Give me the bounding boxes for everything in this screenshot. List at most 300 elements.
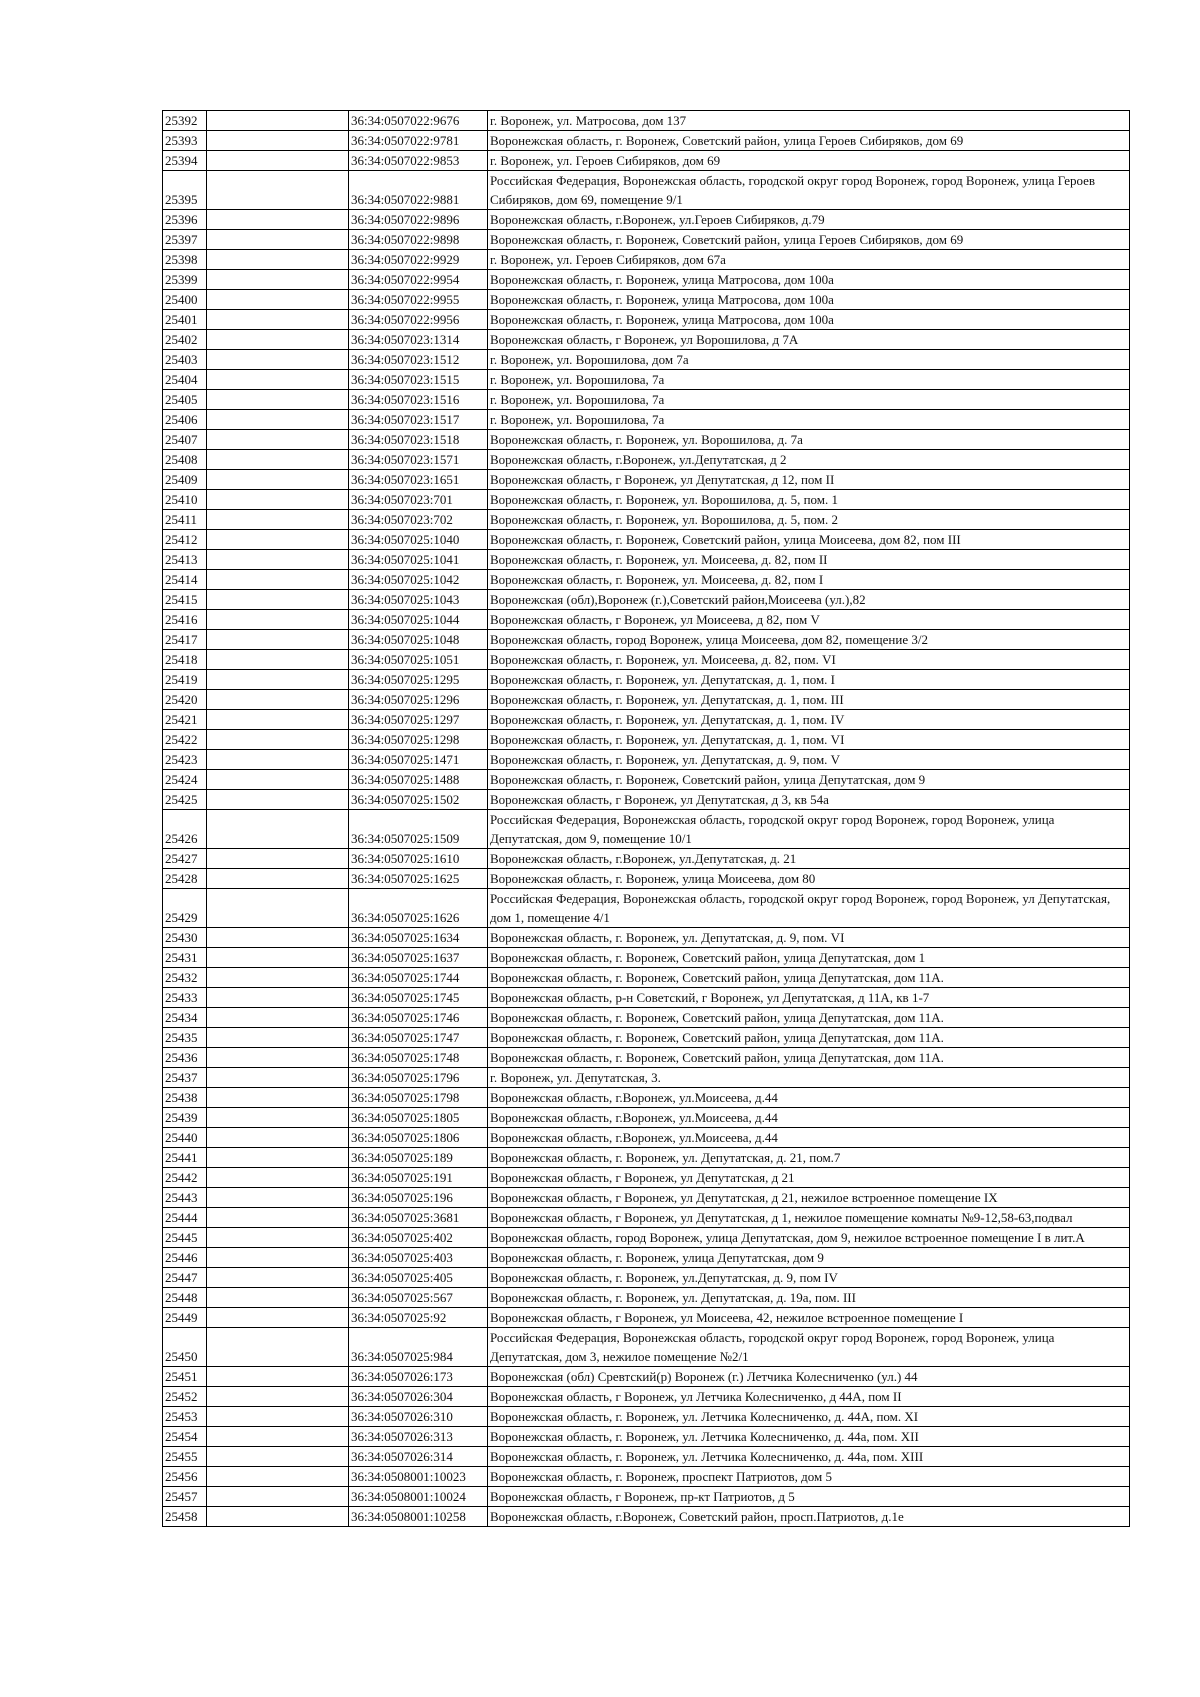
empty-cell <box>207 948 349 968</box>
address-cell: Воронежская область, г. Воронеж, ул. Моисеева, д. 82, пом. VI <box>488 650 1130 670</box>
empty-cell <box>207 1387 349 1407</box>
cadastral-number-cell: 36:34:0507026:173 <box>349 1367 488 1387</box>
empty-cell <box>207 1028 349 1048</box>
cadastral-number-cell: 36:34:0507023:1517 <box>349 410 488 430</box>
table-row <box>163 1088 1130 1108</box>
address-cell: г. Воронеж, ул. Ворошилова, 7а <box>488 410 1130 430</box>
empty-cell <box>207 1467 349 1487</box>
row-number-cell: 25428 <box>163 869 207 889</box>
row-number-cell: 25409 <box>163 470 207 490</box>
address-cell: Воронежская область, г. Воронеж, ул. Летчика Колесниченко, д. 44а, пом. XII <box>488 1427 1130 1447</box>
cadastral-number-cell: 36:34:0507025:1625 <box>349 869 488 889</box>
row-number-cell: 25418 <box>163 650 207 670</box>
address-cell: Воронежская область, р-н Советский, г Воронеж, ул Депутатская, д 11А, кв 1-7 <box>488 988 1130 1008</box>
address-cell: Воронежская область, г Воронеж, ул Депутатская, д 12, пом II <box>488 470 1130 490</box>
row-number-cell: 25447 <box>163 1268 207 1288</box>
cadastral-number-cell: 36:34:0507025:1051 <box>349 650 488 670</box>
table-row <box>163 1168 1130 1188</box>
cadastral-number-cell: 36:34:0507023:1516 <box>349 390 488 410</box>
cadastral-number-cell: 36:34:0507025:1509 <box>349 810 488 849</box>
cadastral-number-cell: 36:34:0507025:1488 <box>349 770 488 790</box>
table-row <box>163 171 1130 210</box>
empty-cell <box>207 1088 349 1108</box>
row-number-cell: 25453 <box>163 1407 207 1427</box>
cadastral-number-cell: 36:34:0507023:1518 <box>349 430 488 450</box>
row-number-cell: 25416 <box>163 610 207 630</box>
empty-cell <box>207 171 349 210</box>
empty-cell <box>207 670 349 690</box>
cadastral-number-cell: 36:34:0507022:9676 <box>349 111 488 131</box>
empty-cell <box>207 1427 349 1447</box>
cadastral-number-cell: 36:34:0507025:3681 <box>349 1208 488 1228</box>
cadastral-number-cell: 36:34:0507025:1297 <box>349 710 488 730</box>
table-row <box>163 1328 1130 1367</box>
table-row <box>163 450 1130 470</box>
cadastral-number-cell: 36:34:0507025:1746 <box>349 1008 488 1028</box>
address-cell: Воронежская область, г. Воронеж, улица Матросова, дом 100а <box>488 290 1130 310</box>
row-number-cell: 25445 <box>163 1228 207 1248</box>
row-number-cell: 25396 <box>163 210 207 230</box>
table-row <box>163 1507 1130 1527</box>
cadastral-number-cell: 36:34:0507025:1748 <box>349 1048 488 1068</box>
address-cell: Воронежская область, г Воронеж, ул Моисеева, 42, нежилое встроенное помещение I <box>488 1308 1130 1328</box>
row-number-cell: 25411 <box>163 510 207 530</box>
row-number-cell: 25397 <box>163 230 207 250</box>
cadastral-number-cell: 36:34:0507023:1512 <box>349 350 488 370</box>
table-row <box>163 1487 1130 1507</box>
empty-cell <box>207 630 349 650</box>
table-row <box>163 1048 1130 1068</box>
empty-cell <box>207 690 349 710</box>
table-row <box>163 350 1130 370</box>
row-number-cell: 25457 <box>163 1487 207 1507</box>
row-number-cell: 25403 <box>163 350 207 370</box>
cadastral-number-cell: 36:34:0507025:1747 <box>349 1028 488 1048</box>
table-row <box>163 590 1130 610</box>
row-number-cell: 25420 <box>163 690 207 710</box>
address-cell: Воронежская область, город Воронеж, улица Моисеева, дом 82, помещение 3/2 <box>488 630 1130 650</box>
cadastral-number-cell: 36:34:0507025:1637 <box>349 948 488 968</box>
table-row <box>163 230 1130 250</box>
table-row <box>163 928 1130 948</box>
table-row <box>163 650 1130 670</box>
cadastral-number-cell: 36:34:0507025:92 <box>349 1308 488 1328</box>
cadastral-number-cell: 36:34:0507022:9954 <box>349 270 488 290</box>
empty-cell <box>207 550 349 570</box>
table-row <box>163 1068 1130 1088</box>
cadastral-number-cell: 36:34:0507023:1314 <box>349 330 488 350</box>
empty-cell <box>207 650 349 670</box>
table-row <box>163 1028 1130 1048</box>
row-number-cell: 25425 <box>163 790 207 810</box>
empty-cell <box>207 1228 349 1248</box>
empty-cell <box>207 889 349 928</box>
table-row <box>163 290 1130 310</box>
address-cell: Воронежская область, г.Воронеж, ул.Депутатская, д. 21 <box>488 849 1130 869</box>
cadastral-number-cell: 36:34:0507023:1651 <box>349 470 488 490</box>
address-cell: Воронежская область, г. Воронеж, ул. Депутатская, д. 9, пом. V <box>488 750 1130 770</box>
cadastral-number-cell: 36:34:0507025:1044 <box>349 610 488 630</box>
table-row <box>163 790 1130 810</box>
table-row <box>163 1108 1130 1128</box>
empty-cell <box>207 290 349 310</box>
row-number-cell: 25423 <box>163 750 207 770</box>
address-cell: Воронежская область, г. Воронеж, Советский район, улица Героев Сибиряков, дом 69 <box>488 131 1130 151</box>
address-cell: Воронежская область, г Воронеж, ул Депутатская, д 3, кв 54а <box>488 790 1130 810</box>
empty-cell <box>207 1447 349 1467</box>
table-row <box>163 550 1130 570</box>
address-cell: Воронежская область, г. Воронеж, улица Матросова, дом 100а <box>488 270 1130 290</box>
address-cell: Воронежская область, г. Воронеж, ул. Депутатская, д. 1, пом. I <box>488 670 1130 690</box>
row-number-cell: 25424 <box>163 770 207 790</box>
table-row <box>163 889 1130 928</box>
row-number-cell: 25455 <box>163 1447 207 1467</box>
table-row <box>163 1228 1130 1248</box>
empty-cell <box>207 869 349 889</box>
empty-cell <box>207 1268 349 1288</box>
cadastral-number-cell: 36:34:0507025:191 <box>349 1168 488 1188</box>
address-cell: Воронежская область, г. Воронеж, ул. Депутатская, д. 21, пом.7 <box>488 1148 1130 1168</box>
empty-cell <box>207 1308 349 1328</box>
address-cell: г. Воронеж, ул. Матросова, дом 137 <box>488 111 1130 131</box>
address-cell: Воронежская область, г. Воронеж, улица Депутатская, дом 9 <box>488 1248 1130 1268</box>
address-cell: Российская Федерация, Воронежская область, городской округ город Воронеж, город Воронеж, ул Депутатская, дом 1, помещение 4/1 <box>488 889 1130 928</box>
cadastral-number-cell: 36:34:0507025:1634 <box>349 928 488 948</box>
cadastral-number-cell: 36:34:0507022:9896 <box>349 210 488 230</box>
address-cell: Воронежская область, г.Воронеж, ул.Моисеева, д.44 <box>488 1088 1130 1108</box>
table-row <box>163 1427 1130 1447</box>
empty-cell <box>207 1507 349 1527</box>
address-cell: Воронежская область, г.Воронеж, Советский район, просп.Патриотов, д.1е <box>488 1507 1130 1527</box>
row-number-cell: 25419 <box>163 670 207 690</box>
empty-cell <box>207 151 349 171</box>
address-cell: г. Воронеж, ул. Героев Сибиряков, дом 67а <box>488 250 1130 270</box>
cadastral-number-cell: 36:34:0507025:1048 <box>349 630 488 650</box>
row-number-cell: 25443 <box>163 1188 207 1208</box>
cadastral-number-cell: 36:34:0507022:9898 <box>349 230 488 250</box>
cadastral-number-cell: 36:34:0507023:702 <box>349 510 488 530</box>
cadastral-number-cell: 36:34:0507025:1298 <box>349 730 488 750</box>
cadastral-number-cell: 36:34:0507025:567 <box>349 1288 488 1308</box>
empty-cell <box>207 1148 349 1168</box>
address-cell: Воронежская область, г Воронеж, ул Депутатская, д 21, нежилое встроенное помещение IX <box>488 1188 1130 1208</box>
row-number-cell: 25412 <box>163 530 207 550</box>
cadastral-number-cell: 36:34:0507025:403 <box>349 1248 488 1268</box>
empty-cell <box>207 1068 349 1088</box>
row-number-cell: 25431 <box>163 948 207 968</box>
empty-cell <box>207 450 349 470</box>
empty-cell <box>207 210 349 230</box>
address-cell: Воронежская область, г Воронеж, ул Депутатская, д 1, нежилое помещение комнаты №9-12,58-63,подвал <box>488 1208 1130 1228</box>
row-number-cell: 25408 <box>163 450 207 470</box>
empty-cell <box>207 490 349 510</box>
empty-cell <box>207 370 349 390</box>
empty-cell <box>207 430 349 450</box>
table-row <box>163 470 1130 490</box>
row-number-cell: 25449 <box>163 1308 207 1328</box>
address-cell: Воронежская область, г Воронеж, ул Летчика Колесниченко, д 44А, пом II <box>488 1387 1130 1407</box>
row-number-cell: 25440 <box>163 1128 207 1148</box>
cadastral-number-cell: 36:34:0507025:1296 <box>349 690 488 710</box>
cadastral-number-cell: 36:34:0507025:405 <box>349 1268 488 1288</box>
address-cell: Воронежская (обл) Сревтский(р) Воронеж (г.) Летчика Колесниченко (ул.) 44 <box>488 1367 1130 1387</box>
cadastral-number-cell: 36:34:0508001:10024 <box>349 1487 488 1507</box>
row-number-cell: 25422 <box>163 730 207 750</box>
row-number-cell: 25400 <box>163 290 207 310</box>
empty-cell <box>207 750 349 770</box>
table-row <box>163 948 1130 968</box>
empty-cell <box>207 1208 349 1228</box>
cadastral-number-cell: 36:34:0507026:314 <box>349 1447 488 1467</box>
table-row <box>163 530 1130 550</box>
cadastral-number-cell: 36:34:0507025:1626 <box>349 889 488 928</box>
empty-cell <box>207 1487 349 1507</box>
table-row <box>163 610 1130 630</box>
row-number-cell: 25439 <box>163 1108 207 1128</box>
address-cell: Воронежская (обл),Воронеж (г.),Советский район,Моисеева (ул.),82 <box>488 590 1130 610</box>
table-row <box>163 810 1130 849</box>
address-cell: г. Воронеж, ул. Героев Сибиряков, дом 69 <box>488 151 1130 171</box>
row-number-cell: 25413 <box>163 550 207 570</box>
table-row <box>163 1308 1130 1328</box>
address-cell: г. Воронеж, ул. Ворошилова, дом 7а <box>488 350 1130 370</box>
address-cell: Воронежская область, г. Воронеж, ул. Летчика Колесниченко, д. 44А, пом. XI <box>488 1407 1130 1427</box>
cadastral-number-cell: 36:34:0507025:1745 <box>349 988 488 1008</box>
empty-cell <box>207 1288 349 1308</box>
cadastral-number-cell: 36:34:0507025:1471 <box>349 750 488 770</box>
address-cell: Воронежская область, г Воронеж, ул Моисеева, д 82, пом V <box>488 610 1130 630</box>
row-number-cell: 25450 <box>163 1328 207 1367</box>
empty-cell <box>207 968 349 988</box>
cadastral-number-cell: 36:34:0507025:189 <box>349 1148 488 1168</box>
cadastral-number-cell: 36:34:0507023:1515 <box>349 370 488 390</box>
address-cell: Воронежская область, г. Воронеж, Советский район, улица Депутатская, дом 11А. <box>488 1008 1130 1028</box>
table-row <box>163 1407 1130 1427</box>
empty-cell <box>207 570 349 590</box>
address-cell: Воронежская область, г. Воронеж, ул. Моисеева, д. 82, пом II <box>488 550 1130 570</box>
table-row <box>163 111 1130 131</box>
table-row <box>163 1268 1130 1288</box>
row-number-cell: 25410 <box>163 490 207 510</box>
address-cell: Воронежская область, г. Воронеж, ул. Ворошилова, д. 7а <box>488 430 1130 450</box>
address-cell: Воронежская область, г. Воронеж, ул. Ворошилова, д. 5, пом. 2 <box>488 510 1130 530</box>
address-cell: Российская Федерация, Воронежская область, городской округ город Воронеж, город Воронеж, улица Депутатская, дом 9, помещение 10/1 <box>488 810 1130 849</box>
table-row <box>163 310 1130 330</box>
empty-cell <box>207 131 349 151</box>
table-row <box>163 1208 1130 1228</box>
table-row <box>163 1288 1130 1308</box>
empty-cell <box>207 1328 349 1367</box>
address-cell: Воронежская область, г. Воронеж, Советский район, улица Депутатская, дом 9 <box>488 770 1130 790</box>
empty-cell <box>207 988 349 1008</box>
address-cell: Российская Федерация, Воронежская область, городской округ город Воронеж, город Воронеж, улица Героев Сибиряков, дом 69, помещение 9/1 <box>488 171 1130 210</box>
address-cell: Воронежская область, г. Воронеж, ул. Моисеева, д. 82, пом I <box>488 570 1130 590</box>
row-number-cell: 25406 <box>163 410 207 430</box>
empty-cell <box>207 590 349 610</box>
table-row <box>163 510 1130 530</box>
row-number-cell: 25434 <box>163 1008 207 1028</box>
address-cell: Воронежская область, г Воронеж, ул Ворошилова, д 7А <box>488 330 1130 350</box>
empty-cell <box>207 928 349 948</box>
cadastral-number-cell: 36:34:0507022:9956 <box>349 310 488 330</box>
cadastral-number-cell: 36:34:0507025:1040 <box>349 530 488 550</box>
table-row <box>163 210 1130 230</box>
table-row <box>163 490 1130 510</box>
cadastral-number-cell: 36:34:0507022:9955 <box>349 290 488 310</box>
row-number-cell: 25393 <box>163 131 207 151</box>
cadastral-number-cell: 36:34:0507025:196 <box>349 1188 488 1208</box>
row-number-cell: 25414 <box>163 570 207 590</box>
row-number-cell: 25435 <box>163 1028 207 1048</box>
row-number-cell: 25404 <box>163 370 207 390</box>
row-number-cell: 25429 <box>163 889 207 928</box>
table-row <box>163 430 1130 450</box>
table-row <box>163 1008 1130 1028</box>
row-number-cell: 25442 <box>163 1168 207 1188</box>
address-cell: Воронежская область, г Воронеж, пр-кт Патриотов, д 5 <box>488 1487 1130 1507</box>
row-number-cell: 25399 <box>163 270 207 290</box>
address-cell: Воронежская область, город Воронеж, улица Депутатская, дом 9, нежилое встроенное помещение I в лит.А <box>488 1228 1130 1248</box>
table-row <box>163 1447 1130 1467</box>
empty-cell <box>207 350 349 370</box>
address-cell: Воронежская область, г.Воронеж, ул.Моисеева, д.44 <box>488 1128 1130 1148</box>
table-row <box>163 849 1130 869</box>
row-number-cell: 25421 <box>163 710 207 730</box>
row-number-cell: 25454 <box>163 1427 207 1447</box>
empty-cell <box>207 470 349 490</box>
cadastral-number-cell: 36:34:0507025:1805 <box>349 1108 488 1128</box>
empty-cell <box>207 310 349 330</box>
empty-cell <box>207 530 349 550</box>
row-number-cell: 25451 <box>163 1367 207 1387</box>
address-cell: Воронежская область, г. Воронеж, улица Матросова, дом 100а <box>488 310 1130 330</box>
table-row <box>163 131 1130 151</box>
table-row <box>163 390 1130 410</box>
table-row <box>163 988 1130 1008</box>
row-number-cell: 25430 <box>163 928 207 948</box>
cadastral-number-cell: 36:34:0508001:10258 <box>349 1507 488 1527</box>
row-number-cell: 25407 <box>163 430 207 450</box>
table-row <box>163 710 1130 730</box>
table-row <box>163 370 1130 390</box>
cadastral-number-cell: 36:34:0507025:1806 <box>349 1128 488 1148</box>
table-row <box>163 250 1130 270</box>
table-row <box>163 1188 1130 1208</box>
empty-cell <box>207 849 349 869</box>
cadastral-number-cell: 36:34:0507023:1571 <box>349 450 488 470</box>
row-number-cell: 25436 <box>163 1048 207 1068</box>
empty-cell <box>207 770 349 790</box>
row-number-cell: 25446 <box>163 1248 207 1268</box>
address-cell: Воронежская область, г. Воронеж, Советский район, улица Депутатская, дом 1 <box>488 948 1130 968</box>
empty-cell <box>207 410 349 430</box>
empty-cell <box>207 1168 349 1188</box>
row-number-cell: 25426 <box>163 810 207 849</box>
empty-cell <box>207 610 349 630</box>
table-row <box>163 770 1130 790</box>
address-cell: г. Воронеж, ул. Депутатская, 3. <box>488 1068 1130 1088</box>
cadastral-number-cell: 36:34:0507025:1043 <box>349 590 488 610</box>
address-cell: Воронежская область, г. Воронеж, Советский район, улица Моисеева, дом 82, пом III <box>488 530 1130 550</box>
row-number-cell: 25458 <box>163 1507 207 1527</box>
registry-table-body <box>163 111 1130 1527</box>
row-number-cell: 25437 <box>163 1068 207 1088</box>
table-row <box>163 1387 1130 1407</box>
row-number-cell: 25395 <box>163 171 207 210</box>
table-row <box>163 869 1130 889</box>
row-number-cell: 25427 <box>163 849 207 869</box>
cadastral-number-cell: 36:34:0507023:701 <box>349 490 488 510</box>
empty-cell <box>207 810 349 849</box>
row-number-cell: 25452 <box>163 1387 207 1407</box>
cadastral-number-cell: 36:34:0507025:1610 <box>349 849 488 869</box>
table-row <box>163 1248 1130 1268</box>
table-row <box>163 630 1130 650</box>
empty-cell <box>207 1048 349 1068</box>
table-row <box>163 730 1130 750</box>
empty-cell <box>207 1128 349 1148</box>
address-cell: Воронежская область, г.Воронеж, ул.Героев Сибиряков, д.79 <box>488 210 1130 230</box>
address-cell: Воронежская область, г. Воронеж, Советский район, улица Депутатская, дом 11А. <box>488 968 1130 988</box>
row-number-cell: 25432 <box>163 968 207 988</box>
row-number-cell: 25417 <box>163 630 207 650</box>
empty-cell <box>207 270 349 290</box>
table-row <box>163 270 1130 290</box>
table-row <box>163 690 1130 710</box>
cadastral-number-cell: 36:34:0507025:984 <box>349 1328 488 1367</box>
address-cell: Российская Федерация, Воронежская область, городской округ город Воронеж, город Воронеж, улица Депутатская, дом 3, нежилое помещение №2/1 <box>488 1328 1130 1367</box>
cadastral-number-cell: 36:34:0507025:1796 <box>349 1068 488 1088</box>
address-cell: Воронежская область, г. Воронеж, ул. Летчика Колесниченко, д. 44а, пом. XIII <box>488 1447 1130 1467</box>
table-row <box>163 968 1130 988</box>
address-cell: Воронежская область, г.Воронеж, ул.Моисеева, д.44 <box>488 1108 1130 1128</box>
table-row <box>163 1467 1130 1487</box>
row-number-cell: 25441 <box>163 1148 207 1168</box>
row-number-cell: 25402 <box>163 330 207 350</box>
empty-cell <box>207 1248 349 1268</box>
cadastral-number-cell: 36:34:0507025:1295 <box>349 670 488 690</box>
table-row <box>163 410 1130 430</box>
address-cell: Воронежская область, г. Воронеж, ул. Депутатская, д. 1, пом. III <box>488 690 1130 710</box>
cadastral-number-cell: 36:34:0507025:1041 <box>349 550 488 570</box>
address-cell: Воронежская область, г. Воронеж, ул. Депутатская, д. 19а, пом. III <box>488 1288 1130 1308</box>
empty-cell <box>207 730 349 750</box>
address-cell: Воронежская область, г. Воронеж, Советский район, улица Героев Сибиряков, дом 69 <box>488 230 1130 250</box>
address-cell: Воронежская область, г. Воронеж, ул. Депутатская, д. 9, пом. VI <box>488 928 1130 948</box>
address-cell: Воронежская область, г. Воронеж, Советский район, улица Депутатская, дом 11А. <box>488 1028 1130 1048</box>
address-cell: Воронежская область, г. Воронеж, проспект Патриотов, дом 5 <box>488 1467 1130 1487</box>
address-cell: Воронежская область, г. Воронеж, ул. Депутатская, д. 1, пом. VI <box>488 730 1130 750</box>
row-number-cell: 25456 <box>163 1467 207 1487</box>
address-cell: г. Воронеж, ул. Ворошилова, 7а <box>488 370 1130 390</box>
empty-cell <box>207 1407 349 1427</box>
cadastral-number-cell: 36:34:0507026:310 <box>349 1407 488 1427</box>
empty-cell <box>207 1108 349 1128</box>
empty-cell <box>207 111 349 131</box>
address-cell: Воронежская область, г.Воронеж, ул.Депутатская, д 2 <box>488 450 1130 470</box>
row-number-cell: 25438 <box>163 1088 207 1108</box>
empty-cell <box>207 790 349 810</box>
address-cell: Воронежская область, г. Воронеж, ул. Ворошилова, д. 5, пом. 1 <box>488 490 1130 510</box>
table-row <box>163 151 1130 171</box>
table-row <box>163 1128 1130 1148</box>
row-number-cell: 25415 <box>163 590 207 610</box>
table-row <box>163 750 1130 770</box>
address-cell: Воронежская область, г. Воронеж, Советский район, улица Депутатская, дом 11А. <box>488 1048 1130 1068</box>
cadastral-number-cell: 36:34:0507026:313 <box>349 1427 488 1447</box>
row-number-cell: 25392 <box>163 111 207 131</box>
cadastral-number-cell: 36:34:0507025:1744 <box>349 968 488 988</box>
